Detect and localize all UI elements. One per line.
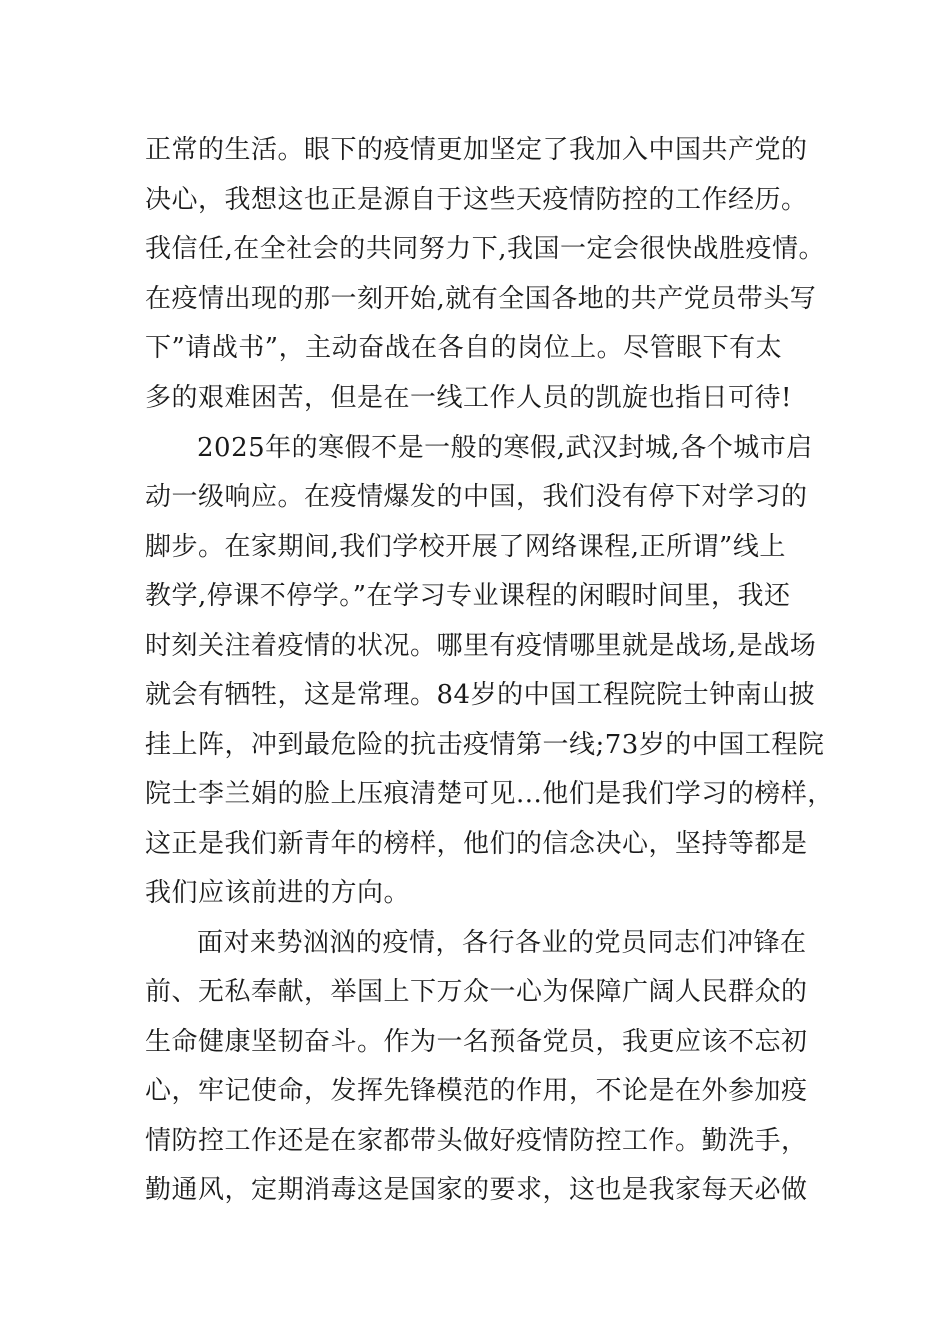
text-line: 时刻关注着疫情的状况。哪里有疫情哪里就是战场,是战场 (145, 631, 817, 661)
text-line: 决心，我想这也正是源自于这些天疫情防控的工作经历。 (145, 185, 808, 215)
text-line: 我信任,在全社会的共同努力下,我国一定会很快战胜疫情。 (145, 234, 826, 264)
text-line: 情防控工作还是在家都带头做好疫情防控工作。勤洗手， (145, 1126, 808, 1156)
paragraph-first-line: 面对来势汹汹的疫情，各行各业的党员同志们冲锋在 (197, 928, 807, 958)
text-line: 脚步。在家期间,我们学校开展了网络课程,正所谓”线上 (145, 532, 786, 562)
text-line: 动一级响应。在疫情爆发的中国，我们没有停下对学习的 (145, 482, 808, 512)
text-line: 就会有牺牲，这是常理。84岁的中国工程院院士钟南山披 (145, 680, 816, 710)
text-line: 我们应该前进的方向。 (145, 878, 411, 908)
text-line: 院士李兰娟的脸上压痕清楚可见...他们是我们学习的榜样， (145, 779, 834, 809)
text-line: 前、无私奉献，举国上下万众一心为保障广阔人民群众的 (145, 977, 808, 1007)
text-line: 生命健康坚韧奋斗。作为一名预备党员，我更应该不忘初 (145, 1027, 808, 1057)
text-line: 多的艰难困苦，但是在一线工作人员的凯旋也指日可待! (145, 383, 792, 413)
text-line: 这正是我们新青年的榜样，他们的信念决心，坚持等都是 (145, 829, 808, 859)
paragraph-first-line: 2025年的寒假不是一般的寒假,武汉封城,各个城市启 (197, 433, 813, 463)
text-line: 教学,停课不停学。”在学习专业课程的闲暇时间里，我还 (145, 581, 791, 611)
text-line: 心，牢记使命，发挥先锋模范的作用，不论是在外参加疫 (145, 1076, 808, 1106)
text-line: 下”请战书”，主动奋战在各自的岗位上。尽管眼下有太 (145, 333, 783, 363)
text-line: 正常的生活。眼下的疫情更加坚定了我加入中国共产党的 (145, 135, 808, 165)
text-line: 挂上阵，冲到最危险的抗击疫情第一线;73岁的中国工程院 (145, 730, 825, 760)
text-line: 在疫情出现的那一刻开始,就有全国各地的共产党员带头写 (145, 284, 817, 314)
text-line: 勤通风，定期消毒这是国家的要求，这也是我家每天必做 (145, 1175, 808, 1205)
